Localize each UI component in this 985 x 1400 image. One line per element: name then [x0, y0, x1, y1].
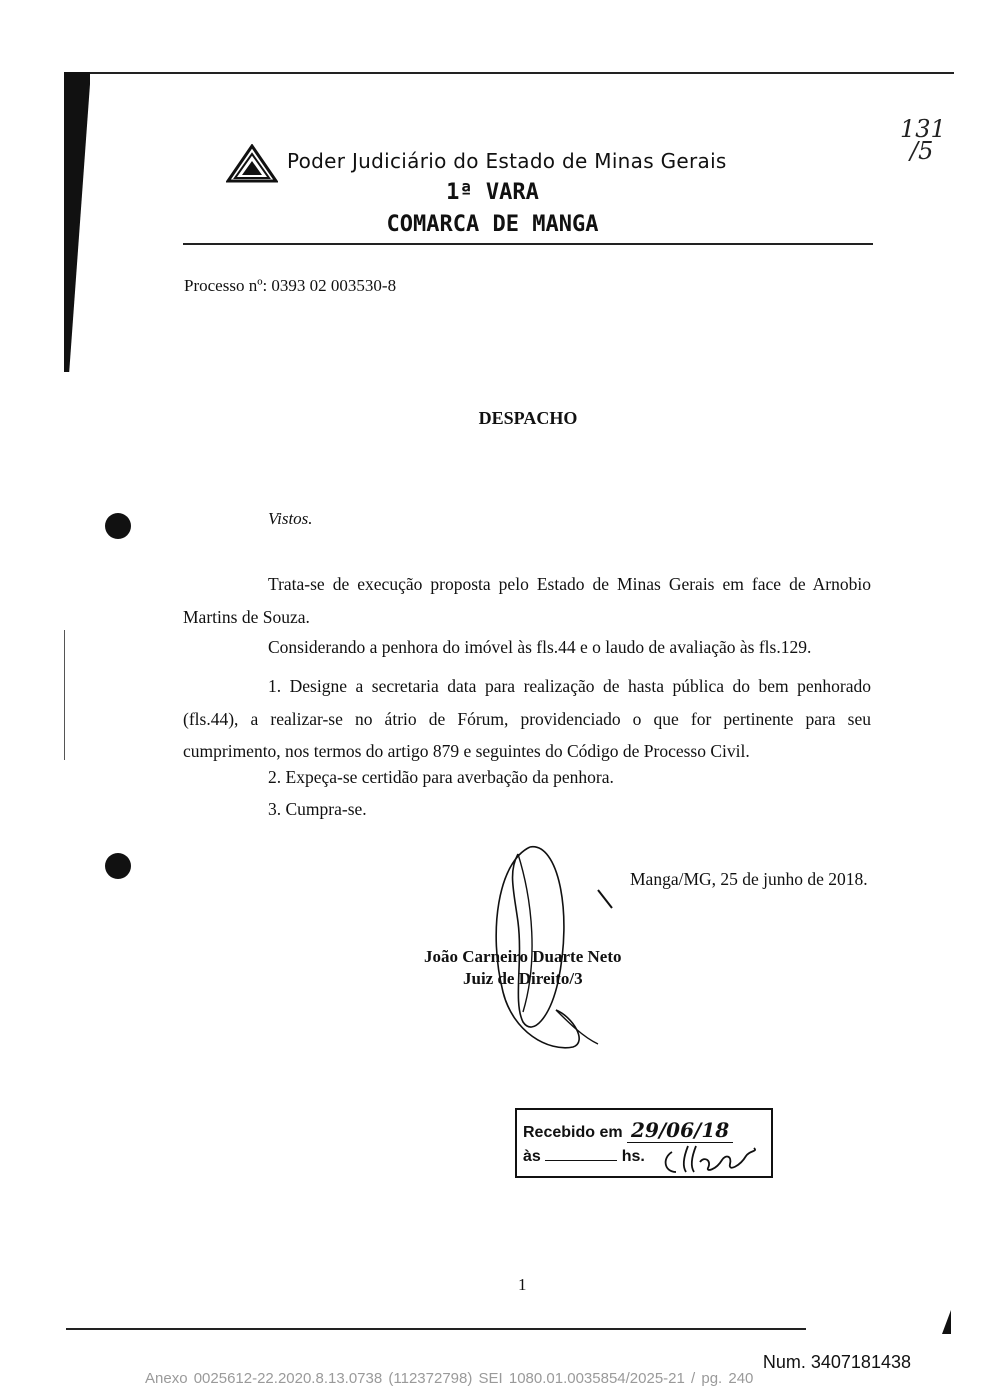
bottom-border-line: [66, 1328, 806, 1330]
vara-heading: 1ª VARA: [446, 180, 539, 205]
stamp-time-suffix: hs.: [621, 1148, 645, 1165]
document-id-number: Num. 3407181438: [762, 1352, 911, 1372]
court-logo-icon: [226, 144, 278, 184]
process-number: Processo nº: 0393 02 003530-8: [184, 276, 397, 295]
stamp-initials-signature: [660, 1142, 770, 1180]
top-border-line: [66, 72, 954, 74]
stamp-received-line: [523, 1118, 733, 1142]
comarca-heading: COMARCA DE MANGA: [386, 212, 599, 237]
document-title: DESPACHO: [478, 408, 578, 428]
stamp-time-prefix: às: [523, 1148, 541, 1165]
paragraph-1: Trata-se de execução proposta pelo Estado de Minas Gerais em face de Arnobio Martins de Souza.: [183, 574, 871, 627]
stamp-received-date: 29/06/18: [627, 1118, 733, 1143]
judge-title: Juiz de Direito/3: [463, 969, 583, 988]
sei-footer: Anexo 0025612-22.2020.8.13.0738 (112372798) SEI 1080.01.0035854/2025-21 / pg. 240: [145, 1370, 754, 1387]
date-line: Manga/MG, 25 de junho de 2018.: [630, 869, 868, 889]
pen-mark: [596, 888, 616, 912]
judge-name: João Carneiro Duarte Neto: [424, 947, 622, 966]
stamp-time-blank: [545, 1160, 617, 1161]
paragraph-3: 1. Designe a secretaria data para realização de hasta pública do bem penhorado (fls.44), a realizar-se no átrio de Fórum, providenciado o que for pertinente para seu cumprimento, nos termos do artigo 879 e seguintes do Código de Processo Civil.: [183, 676, 871, 761]
paragraph-4: 2. Expeça-se certidão para averbação da penhora.: [268, 767, 614, 787]
handwritten-page-number: 131 /5: [900, 115, 946, 165]
stamp-time-line: [523, 1148, 645, 1166]
left-scan-line: [64, 630, 65, 760]
paragraph-2: Considerando a penhora do imóvel às fls.44 e o laudo de avaliação às fls.129.: [268, 637, 812, 657]
punch-hole: [105, 853, 131, 879]
header-rule: [183, 243, 873, 245]
paragraph-5: 3. Cumpra-se.: [268, 799, 367, 819]
page-number: 1: [518, 1275, 527, 1294]
court-name: Poder Judiciário do Estado de Minas Gerais: [287, 149, 727, 173]
stamp-received-label: Recebido em: [523, 1124, 623, 1141]
scan-corner-mark: [942, 1310, 951, 1334]
greeting: Vistos.: [268, 509, 313, 528]
punch-hole: [105, 513, 131, 539]
